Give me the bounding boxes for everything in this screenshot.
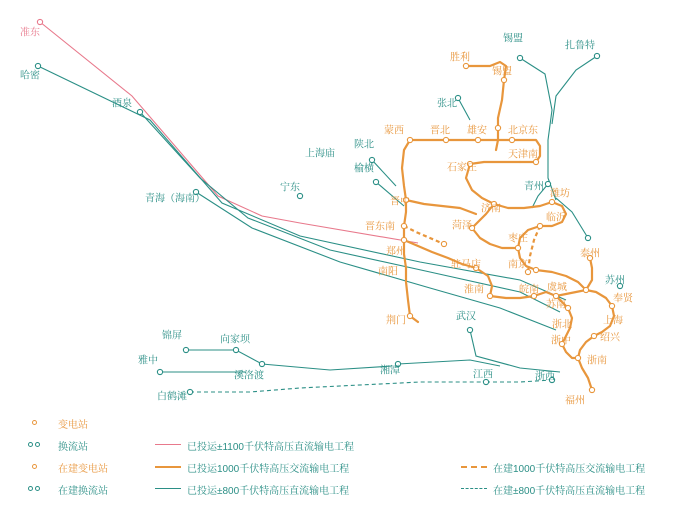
substation-under-construction-icon (26, 461, 52, 473)
legend-item (461, 456, 645, 478)
node-label: 蒙西 (384, 125, 404, 137)
dc-800kv-lines (38, 56, 597, 372)
node-label: 雅中 (138, 355, 158, 367)
node-label: 上海庙 (305, 148, 335, 160)
node-label: 武汉 (456, 311, 476, 323)
line-teal-icon (155, 483, 181, 495)
node-label: 晋北 (430, 125, 450, 137)
node-label: 苏南 (546, 299, 566, 311)
node-label: 准东 (20, 27, 40, 39)
legend-item (26, 412, 108, 434)
node-label: 哈密 (20, 70, 40, 82)
legend-lines-construction (461, 456, 645, 500)
node-label: 郑州 (386, 246, 406, 258)
node-label: 晋中 (390, 196, 410, 208)
legend-item (155, 456, 354, 478)
source-dot-pink (37, 19, 42, 24)
line-orange-dashed-icon (461, 461, 487, 473)
substation-icon (26, 417, 52, 429)
node-label: 枣庄 (508, 233, 528, 245)
node-label: 锦屏 (162, 330, 182, 342)
node-label: 胜利 (450, 52, 470, 64)
legend-stations (26, 412, 108, 500)
node-label: 青州 (524, 181, 544, 193)
legend (0, 412, 679, 506)
legend-label: 已投运±1100千伏特高压直流输电工程 (187, 441, 354, 453)
legend-label: 在建变电站 (58, 463, 108, 475)
legend-lines-existing (155, 434, 354, 500)
node-label: 虞城 (547, 282, 567, 294)
node-label: 南阳 (378, 266, 398, 278)
legend-item (26, 434, 108, 456)
legend-label: 换流站 (58, 441, 88, 453)
node-label: 宁东 (280, 182, 300, 194)
node-label: 福州 (565, 395, 585, 407)
node-label: 天津南 (508, 149, 538, 161)
converter-station-icon (26, 439, 52, 451)
legend-item (155, 434, 354, 456)
legend-item (155, 478, 354, 500)
converter-dots-teal (35, 53, 622, 394)
node-label: 临沂 (546, 212, 566, 224)
node-label: 上海 (603, 315, 623, 327)
node-label: 江西 (473, 369, 493, 381)
legend-label: 在建±800千伏特高压直流输电工程 (493, 485, 646, 497)
node-label: 溪洛渡 (234, 370, 264, 382)
node-label: 奉贤 (613, 293, 633, 305)
node-label: 浙南 (587, 355, 607, 367)
node-label: 皖南 (519, 284, 539, 296)
legend-label: 在建换流站 (58, 485, 108, 497)
node-label: 绍兴 (600, 332, 620, 344)
node-label: 晋东南 (365, 221, 395, 233)
legend-label: 在建1000千伏特高压交流输电工程 (493, 463, 646, 475)
node-label: 扎鲁特 (565, 40, 595, 52)
node-label: 张北 (437, 98, 457, 110)
line-teal-dashed-icon (461, 483, 487, 495)
node-label: 北京东 (508, 125, 538, 137)
line-orange-icon (155, 461, 181, 473)
node-label: 锡盟 (492, 66, 512, 78)
node-label: 雄安 (467, 125, 487, 137)
legend-label: 已投运1000千伏特高压交流输电工程 (187, 463, 350, 475)
node-label: 驻马店 (451, 259, 481, 271)
node-label: 淮南 (464, 284, 484, 296)
line-pink-icon (155, 439, 181, 451)
node-label: 浙西 (535, 371, 555, 383)
node-label: 湘潭 (380, 365, 400, 377)
dc-1100kv-lines (40, 22, 418, 243)
node-label: 白鹤滩 (157, 391, 187, 403)
legend-item (461, 478, 645, 500)
node-label: 菏泽 (452, 220, 472, 232)
node-label: 浙北 (552, 319, 572, 331)
legend-item (26, 478, 108, 500)
node-label: 苏州 (605, 275, 625, 287)
dc-800kv-under-construction (190, 380, 552, 392)
node-label: 泰州 (580, 248, 600, 260)
legend-item (26, 456, 108, 478)
node-label: 陕北 (354, 139, 374, 151)
node-label: 潍坊 (550, 188, 570, 200)
node-label: 济南 (481, 203, 501, 215)
legend-label: 已投运±800千伏特高压直流输电工程 (187, 485, 350, 497)
legend-label: 变电站 (58, 419, 88, 431)
node-label: 南京 (508, 259, 528, 271)
node-label: 锡盟 (503, 33, 523, 45)
node-label: 荆门 (386, 315, 406, 327)
node-label: 石家庄 (447, 162, 477, 174)
station-dots-orange (401, 63, 614, 392)
node-label: 向家坝 (220, 334, 250, 346)
ac-1000kv-lines (402, 62, 614, 390)
node-label: 酒泉 (112, 98, 132, 110)
node-label: 青海（海南） (145, 193, 205, 205)
converter-station-under-construction-icon (26, 483, 52, 495)
node-label: 榆横 (354, 163, 374, 175)
node-label: 浙中 (551, 335, 571, 347)
